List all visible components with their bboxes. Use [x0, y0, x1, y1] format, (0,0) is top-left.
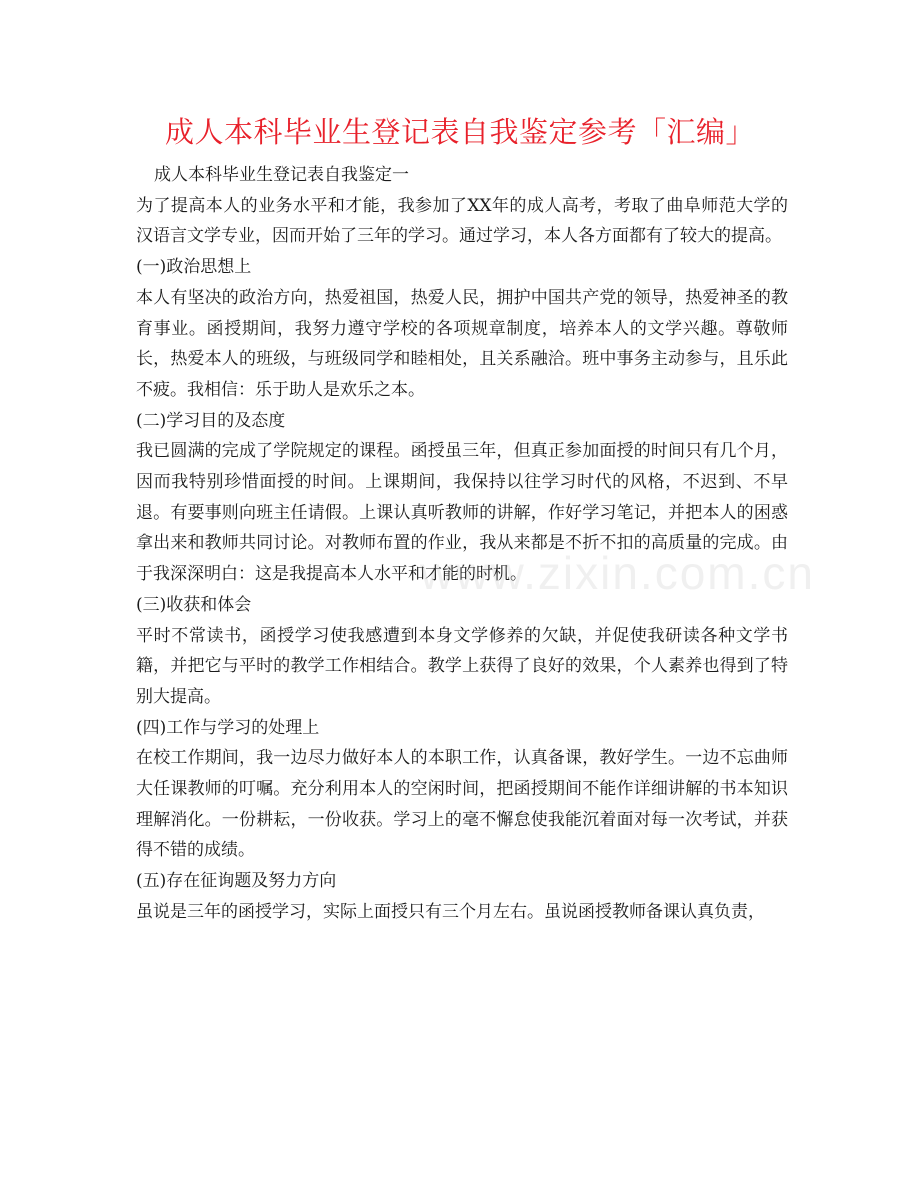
heading-politics: (一)政治思想上	[136, 257, 252, 278]
heading-gains: (三)收获和体会	[136, 594, 252, 615]
document-body	[136, 160, 788, 928]
heading-work-study: (四)工作与学习的处理上	[136, 717, 320, 738]
paragraph-gains: 平时不常读书，函授学习使我感遭到本身文学修养的欠缺，并促使我研读各种文学书籍，并把它与平时的教学工作相结合。教学上获得了良好的效果，个人素养也得到了特别大提高。	[136, 625, 788, 707]
heading-problems: (五)存在征询题及努力方向	[136, 871, 337, 892]
heading-study-attitude: (二)学习目的及态度	[136, 410, 286, 431]
paragraph-study-attitude: 我已圆满的完成了学院规定的课程。函授虽三年，但真正参加面授的时间只有几个月，因而我特别珍惜面授的时间。上课期间，我保持以往学习时代的风格，不迟到、不早退。有要事则向班主任请假。上课认真听教师的讲解，作好学习笔记，并把本人的困惑拿出来和教师共同讨论。对教师布置的作业，我从来都是不折不扣的高质量的完成。由于我深深明白：这是我提高本人水平和才能的时机。	[136, 441, 788, 585]
document-title: 成人本科毕业生登记表自我鉴定参考「汇编」	[164, 115, 755, 149]
paragraph-problems: 虽说是三年的函授学习，实际上面授只有三个月左右。虽说函授教师备课认真负责，	[136, 901, 765, 922]
watermark: www.zixin.com.cn	[420, 547, 815, 599]
paragraph-politics: 本人有坚决的政治方向，热爱祖国，热爱人民，拥护中国共产党的领导，热爱神圣的教育事业。函授期间，我努力遵守学校的各项规章制度，培养本人的文学兴趣。尊敬师长，热爱本人的班级，与班级同学和睦相处，且关系融洽。班中事务主动参与，且乐此不疲。我相信：乐于助人是欢乐之本。	[136, 287, 788, 400]
paragraph-intro: 为了提高本人的业务水平和才能，我参加了XX年的成人高考，考取了曲阜师范大学的汉语言文学专业，因而开始了三年的学习。通过学习，本人各方面都有了较大的提高。	[136, 195, 788, 247]
section-subtitle: 成人本科毕业生登记表自我鉴定一	[154, 165, 409, 185]
paragraph-work-study: 在校工作期间，我一边尽力做好本人的本职工作，认真备课，教好学生。一边不忘曲师大任课教师的叮嘱。充分利用本人的空闲时间，把函授期间不能作详细讲解的书本知识理解消化。一份耕耘，一份收获。学习上的毫不懈怠使我能沉着面对每一次考试，并获得不错的成绩。	[136, 748, 788, 861]
